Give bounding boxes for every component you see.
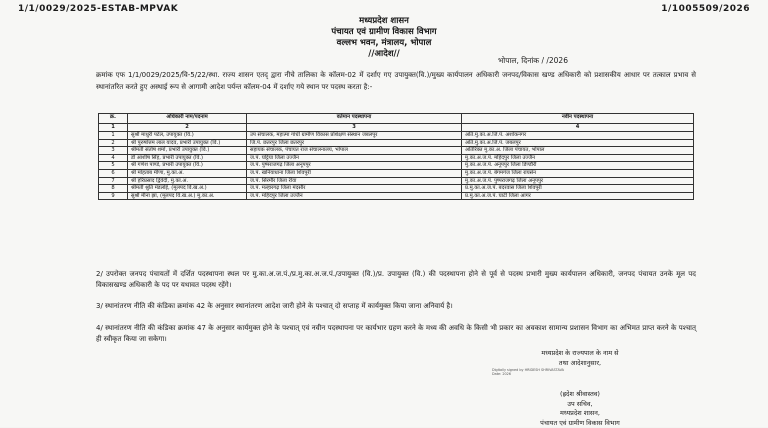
- cell-current-posting: ज.पं. पुष्पराजगढ़ जिला अनूपपुर: [247, 162, 462, 170]
- letterhead: [0, 16, 768, 60]
- table-header-row: [99, 114, 694, 124]
- cell-officer: श्री पुरुषोत्तम लाल यादव, प्रभारी उपायुक्त (वि.): [128, 139, 247, 147]
- cell-officer: श्री मोहताब मीणा, मु.का.अ.: [128, 169, 247, 177]
- cell-officer: श्री हरिप्रसाद द्विवेदी, मु.का.अ.: [128, 177, 247, 185]
- cell-current-posting: ज.पं. मल्हारगढ़ जिला मंदसौर: [247, 185, 462, 193]
- table-row: [99, 147, 694, 155]
- cell-new-posting: मु.का.अ.ज.पं. अनूपपुर जिला डिण्डौरी: [462, 162, 694, 170]
- file-reference: 1/1/0029/2025-ESTAB-MPVAK: [18, 4, 178, 14]
- cell-new-posting: अति.मु.का.अ.जि.पं. जबलपुर: [462, 139, 694, 147]
- digital-signature-stamp: Digitally signed by HRIDESH SHRIVASTAVA Date: 2026: [492, 368, 572, 376]
- cell-serial: 4: [99, 154, 128, 162]
- cell-serial: 6: [99, 169, 128, 177]
- cell-new-posting: प्र.मु.का.अ.ज.पं. घाटी जिला आगर: [462, 192, 694, 200]
- cell-serial: 8: [99, 185, 128, 193]
- table-row: [99, 177, 694, 185]
- table-row: [99, 139, 694, 147]
- col-number: 1: [99, 124, 128, 132]
- cell-new-posting: अतिरिक्त मु.का.अ. जिला पंचायत, भोपाल: [462, 147, 694, 155]
- column-number-row: [99, 124, 694, 132]
- cell-serial: 2: [99, 139, 128, 147]
- col-number: 2: [128, 124, 247, 132]
- signer-name: (ह्रदेश श्रीवास्तव): [470, 390, 690, 400]
- cell-current-posting: ज.पं. खनियाधाना जिला शिवपुरी: [247, 169, 462, 177]
- cell-new-posting: मु.का.अ.ज.पं. पुष्पराजगढ़ जिला अनूपपुर: [462, 177, 694, 185]
- cell-new-posting: मु.का.अ.ज.पं. महिदपुर जिला उज्जैन: [462, 154, 694, 162]
- table-row: [99, 169, 694, 177]
- table-row: [99, 154, 694, 162]
- cell-current-posting: उप संचालक, महात्मा गांधी ग्रामीण विकास प्रशिक्षण संस्थान जबलपुर: [247, 132, 462, 140]
- table-row: [99, 185, 694, 193]
- cell-serial: 9: [99, 192, 128, 200]
- cell-serial: 5: [99, 162, 128, 170]
- authority-line-2: तथा आदेशानुसार,: [470, 359, 690, 369]
- document-number: 1/1005509/2026: [661, 4, 750, 14]
- transfer-table: [98, 113, 694, 200]
- header-new-posting: नवीन पदस्थापना: [462, 114, 694, 124]
- paragraph-4: 4/ स्थानांतरण नीति की कंडिका क्रमांक 47 के अनुसार कार्यमुक्त होने के पश्चात् एवं नवीन पदस्थापना पर कार्यभार ग्रहण करने के मध्य की अवधि के किसी भी प्रकार का अवकाश सामान्य प्रशासन विभाग का अभिमत प्राप्त करने के पश्चात् ही स्वीकृत किया जा सकेगा।: [96, 323, 696, 345]
- cell-serial: 3: [99, 147, 128, 155]
- cell-officer: श्रीमती श्रुति मंडलोई, (मूलपद वि.ख.अ.): [128, 185, 247, 193]
- cell-new-posting: मु.का.अ.ज.पं. बेगमगंज जिला रायसेन: [462, 169, 694, 177]
- department-name: पंचायत एवं ग्रामीण विकास विभाग: [0, 27, 768, 38]
- cell-current-posting: सहायक संचालक, पंचायत राज संचालनालय, भोपाल: [247, 147, 462, 155]
- cell-officer: डॉ आशीष सिंह, प्रभारी उपायुक्त (वि.): [128, 154, 247, 162]
- cell-officer: सुश्री माधुरी पटेल, उपायुक्त (वि.): [128, 132, 247, 140]
- authority-line: मध्यप्रदेश के राज्यपाल के नाम से: [470, 349, 690, 359]
- signer-department: पंचायत एवं ग्रामीण विकास विभाग: [470, 419, 690, 428]
- cell-current-posting: ज.पं. घट्टिया जिला उज्जैन: [247, 154, 462, 162]
- table-row: [99, 132, 694, 140]
- cell-serial: 1: [99, 132, 128, 140]
- cell-current-posting: ज.पं. सिरमौर जिला रीवा: [247, 177, 462, 185]
- dateline: भोपाल, दिनांक / /2026: [498, 56, 568, 66]
- cell-officer: श्रीमती संतोष शर्मा, प्रभारी उपायुक्त (वि.): [128, 147, 247, 155]
- govt-name: मध्यप्रदेश शासन: [0, 16, 768, 27]
- cell-new-posting: प्र.मु.का.अ.ज.पं. बदरवास जिला शिवपुरी: [462, 185, 694, 193]
- paragraph-3: 3/ स्थानांतरण नीति की कंडिका क्रमांक 42 के अनुसार स्थानांतरण आदेश जारी होने के पश्चात् दो सप्ताह में कार्यमुक्त किया जाना अनिवार्य है।: [96, 301, 696, 312]
- cell-serial: 7: [99, 177, 128, 185]
- paragraph-2: 2/ उपरोक्त जनपद पंचायतों में दर्शित पदस्थापना स्थल पर मु.का.अ.ज.पं./प्र.मु.का.अ.ज.पं./उपायुक्त (वि.)/प्र. उपायुक्त (वि.) की पदस्थापना होने से पूर्व से पदस्थ प्रभारी मुख्य कार्यपालन अधिकारी, जनपद पंचायत उनके मूल पद विकासखण्ड अधिकारी के पद पर यथावत पदस्थ रहेंगे।: [96, 269, 696, 291]
- header-officer: अधिकारी नाम/पदनाम: [128, 114, 247, 124]
- signer-designation: उप सचिव,: [470, 400, 690, 410]
- cell-officer: सुश्री मीना झा, (मूलपद वि.ख.अ.) मु.का.अ.: [128, 192, 247, 200]
- table-row: [99, 162, 694, 170]
- cell-officer: श्री गणेश पाण्डे, प्रभारी उपायुक्त (वि.): [128, 162, 247, 170]
- col-number: 4: [462, 124, 694, 132]
- cell-current-posting: ज.पं. महिदपुर जिला उज्जैन: [247, 192, 462, 200]
- table-row: [99, 192, 694, 200]
- header-current-posting: वर्तमान पदस्थापना: [247, 114, 462, 124]
- cell-new-posting: अति.मु.का.अ.जि.पं. अशोकनगर: [462, 132, 694, 140]
- signer-govt: मध्यप्रदेश शासन,: [470, 409, 690, 419]
- header-serial: क्र.: [99, 114, 128, 124]
- signature-block: [470, 349, 690, 428]
- cell-current-posting: जि.पं. छतरपुर जिला छतरपुर: [247, 139, 462, 147]
- office-address: वल्लभ भवन, मंत्रालय, भोपाल: [0, 38, 768, 49]
- intro-paragraph: क्रमांक एफ 1/1/0029/2025/वि-5/22/स्था. राज्य शासन एतद् द्वारा नीचे तालिका के कॉलम-02 में दर्शाए गए उपायुक्त(वि.)/मुख्य कार्यपालन अधिकारी जनपद/विकास खण्ड अधिकारी को प्रशासकीय आधार पर तत्काल प्रभाव से स्थानांतरित करते हुए अस्थाई रूप से आगामी आदेश पर्यन्त कॉलम-04 में दर्शाए गये स्थान पर पदस्थ करता है:-: [96, 70, 696, 93]
- order-title: //आदेश//: [0, 49, 768, 60]
- col-number: 3: [247, 124, 462, 132]
